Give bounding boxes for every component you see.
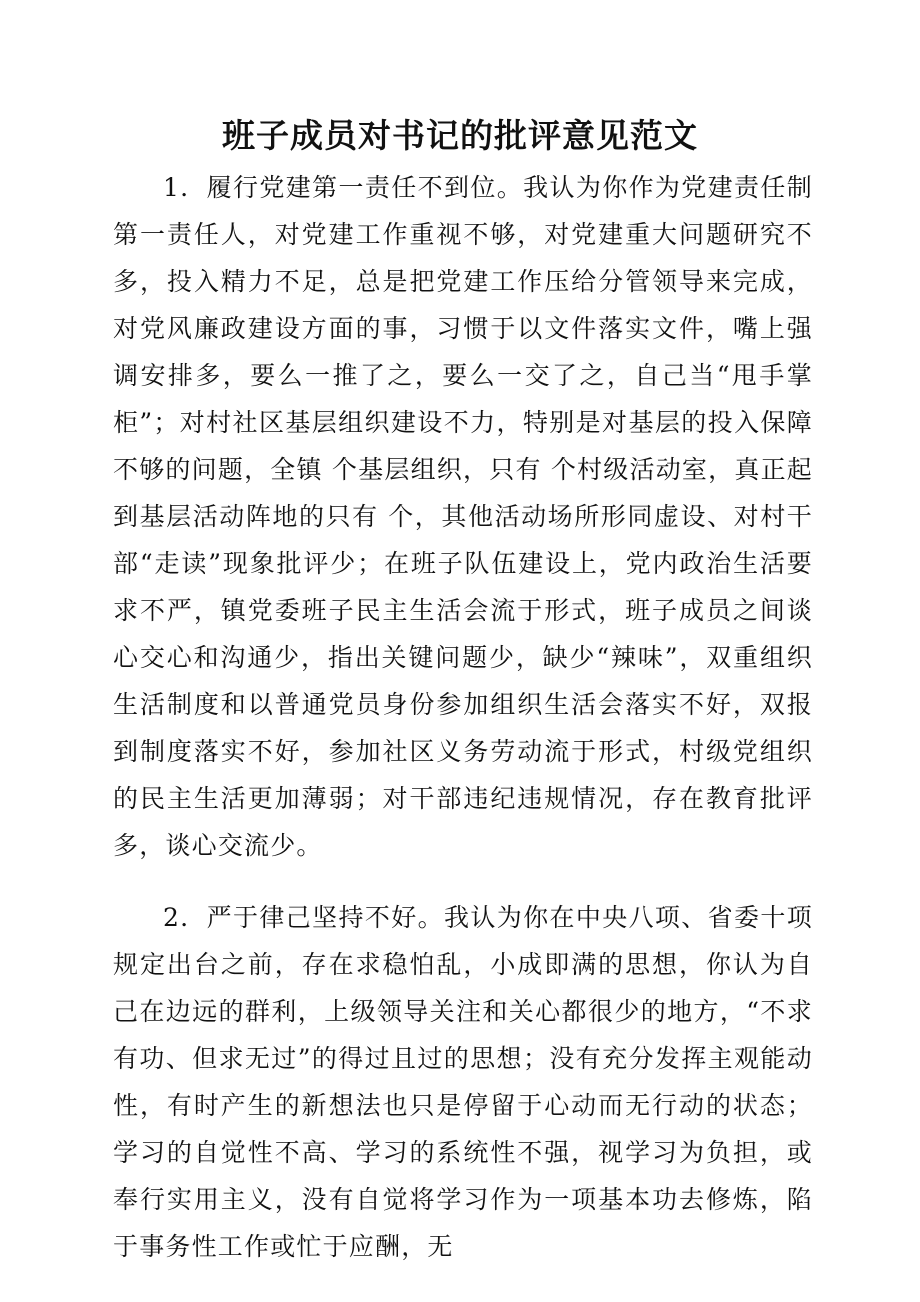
document-body <box>113 164 813 1270</box>
document-title: 班子成员对书记的批评意见范文 <box>222 116 698 155</box>
paragraph-2: 2．严于律己坚持不好。我认为你在中央八项、省委十项规定出台之前，存在求稳怕乱，小成即满的思想，你认为自己在边远的群利，上级领导关注和关心都很少的地方，“不求有功、但求无过”的得过且过的思想；没有充分发挥主观能动性，有时产生的新想法也只是停留于心动而无行动的状态；学习的自觉性不高、学习的系统性不强，视学习为负担，或奉行实用主义，没有自觉将学习作为一项基本功去修炼，陷于事务性工作或忙于应酬，无 <box>113 903 813 1261</box>
paragraph-1: 1．履行党建第一责任不到位。我认为你作为党建责任制第一责任人，对党建工作重视不够，对党建重大问题研究不多，投入精力不足，总是把党建工作压给分管领导来完成，对党风廉政建设方面的事，习惯于以文件落实文件，嘴上强调安排多，要么一推了之，要么一交了之，自己当“甩手掌柜”；对村社区基层组织建设不力，特别是对基层的投入保障不够的问题，全镇 个基层组织，只有 个村级活动室，真正起到基层活动阵地的只有 个，其他活动场所形同虚设、对村干部“走读”现象批评少；在班子队伍建设上，党内政治生活要求不严，镇党委班子民主生活会流于形式，班子成员之间谈心交心和沟通少，指出关键问题少，缺少“辣味”，双重组织生活制度和以普通党员身份参加组织生活会落实不好，双报到制度落实不好，参加社区义务劳动流于形式，村级党组织的民主生活更加薄弱；对干部违纪违规情况，存在教育批评多，谈心交流少。 <box>113 173 813 860</box>
